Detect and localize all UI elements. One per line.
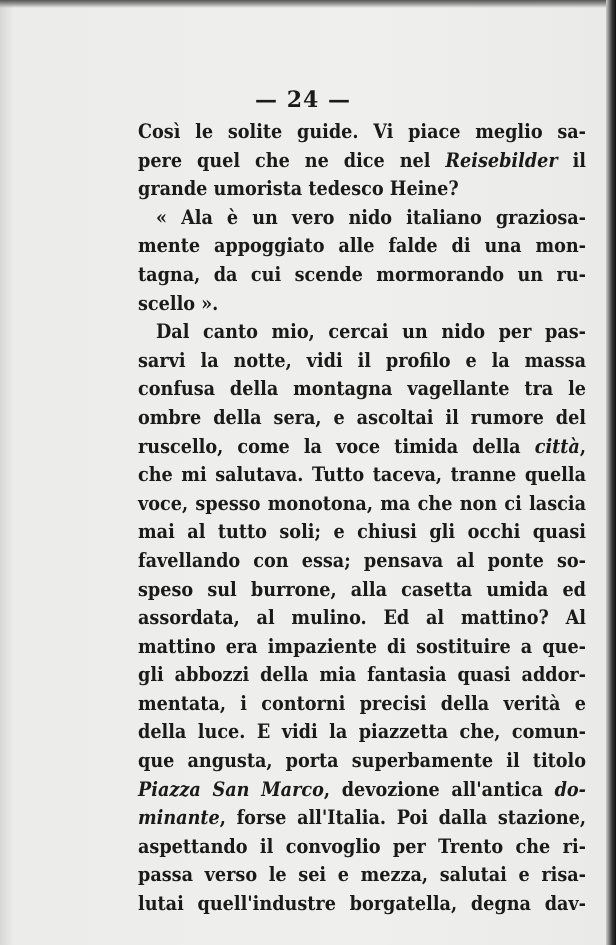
text-segment: pere quel che ne dice nel bbox=[138, 148, 446, 172]
italic-text: do- bbox=[554, 777, 586, 801]
text-line bbox=[138, 461, 586, 490]
text-segment: mentata, i contorni precisi della verità e bbox=[138, 691, 586, 715]
text-line bbox=[138, 490, 586, 519]
text-segment: favellando con essa; pensava al ponte so- bbox=[138, 548, 586, 572]
italic-text: città bbox=[534, 434, 580, 458]
text-segment: scello ». bbox=[138, 291, 219, 315]
text-segment: , bbox=[579, 434, 586, 458]
text-segment: gli abbozzi della mia fantasia quasi addor- bbox=[138, 663, 586, 687]
text-segment: que angusta, porta superbamente il titolo bbox=[138, 749, 586, 773]
text-line bbox=[138, 204, 586, 233]
italic-text: Piazza San Marco bbox=[138, 777, 324, 801]
text-line bbox=[138, 718, 586, 747]
text-line bbox=[138, 518, 586, 547]
text-line bbox=[138, 690, 586, 719]
text-line bbox=[138, 604, 586, 633]
text-line bbox=[138, 661, 586, 690]
page-number: — 24 — bbox=[255, 87, 351, 113]
text-segment: aspettando il convoglio per Trento che ri- bbox=[138, 834, 586, 858]
text-segment: mente appoggiato alle falde di una mon- bbox=[138, 234, 586, 258]
text-line bbox=[138, 890, 586, 919]
text-line bbox=[138, 861, 586, 890]
text-segment: della luce. E vidi la piazzetta che, comun- bbox=[138, 720, 586, 744]
text-line bbox=[138, 576, 586, 605]
text-line bbox=[138, 633, 586, 662]
text-line bbox=[138, 804, 586, 833]
text-line bbox=[138, 375, 586, 404]
text-line bbox=[138, 833, 586, 862]
text-segment: ombre della sera, e ascoltai il rumore del bbox=[138, 405, 586, 429]
text-segment: « Ala è un vero nido italiano graziosa- bbox=[156, 205, 586, 229]
text-segment: passa verso le sei e mezza, salutai e risa- bbox=[138, 863, 586, 887]
text-line bbox=[138, 547, 586, 576]
text-line bbox=[138, 290, 586, 319]
text-segment: voce, spesso monotona, ma che non ci lascia bbox=[138, 491, 586, 515]
text-segment: , devozione all'antica bbox=[323, 777, 555, 801]
text-line bbox=[138, 232, 586, 261]
text-segment: , forse all'Italia. Poi dalla stazione, bbox=[219, 806, 586, 830]
text-segment: sarvi la notte, vidi il profilo e la massa bbox=[138, 348, 586, 372]
text-line bbox=[138, 118, 586, 147]
text-segment: assordata, al mulino. Ed al mattino? Al bbox=[138, 606, 586, 630]
text-line bbox=[138, 776, 586, 805]
text-segment: mai al tutto soli; e chiusi gli occhi quasi bbox=[138, 520, 586, 544]
text-line bbox=[138, 347, 586, 376]
text-segment: Così le solite guide. Vi piace meglio sa- bbox=[138, 120, 586, 143]
text-line bbox=[138, 261, 586, 290]
text-segment: che mi salutava. Tutto taceva, tranne quella bbox=[138, 463, 586, 487]
text-line bbox=[138, 747, 586, 776]
body-text bbox=[138, 118, 586, 919]
italic-text: Reisebilder bbox=[445, 148, 558, 172]
text-segment: il bbox=[557, 148, 587, 172]
text-line bbox=[138, 147, 586, 176]
text-segment: ruscello, come la voce timida della bbox=[138, 434, 535, 458]
text-segment: speso sul burrone, alla casetta umida ed bbox=[138, 577, 586, 601]
text-line bbox=[138, 404, 586, 433]
text-segment: grande umorista tedesco Heine? bbox=[138, 177, 459, 201]
page-binding-edge bbox=[606, 0, 616, 945]
text-line bbox=[138, 433, 586, 462]
text-line bbox=[138, 318, 586, 347]
text-segment: confusa della montagna vagellante tra le bbox=[138, 377, 586, 401]
italic-text: minante bbox=[138, 806, 220, 830]
text-line bbox=[138, 175, 586, 204]
text-segment: Dal canto mio, cercai un nido per pas- bbox=[156, 320, 586, 344]
text-segment: lutai quell'industre borgatella, degna dav- bbox=[138, 892, 586, 916]
text-segment: tagna, da cui scende mormorando un ru- bbox=[138, 262, 586, 286]
text-segment: mattino era impaziente di sostituire a que- bbox=[138, 634, 586, 658]
page-top-edge bbox=[0, 0, 616, 8]
